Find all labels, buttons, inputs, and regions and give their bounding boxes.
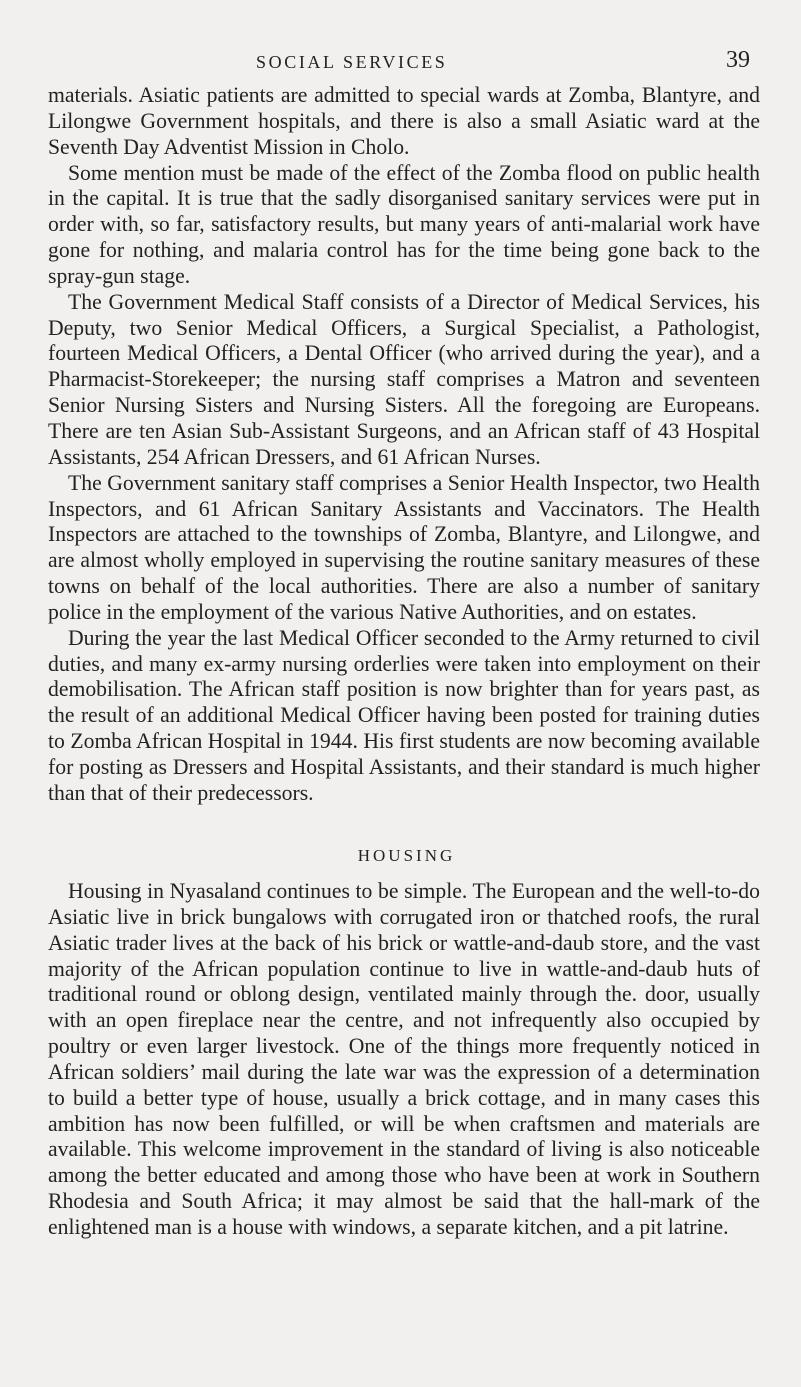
section-heading-housing: HOUSING	[357, 846, 456, 865]
housing-text	[48, 879, 760, 1241]
paragraph-housing: Housing in Nyasaland continues to be simple. The European and the well-to-do Asiatic live in brick bungalows with corrugated iron or thatched roofs, the rural Asiatic trader lives at the back of his brick or wattle-and-daub store, and the vast majority of the African population continue to live in wattle-and-daub huts of traditional round or oblong design, ventilated mainly through the. door, usually with an open fireplace near the centre, and not infrequently also occupied by poultry or even larger livestock. One of the things more frequently noticed in African soldiers’ mail during the late war was the expression of a determination to build a better type of house, usually a brick cottage, and in many cases this ambition has now been fulfilled, or will be when craftsmen and materials are available. This welcome improvement in the standard of living is also noticeable among the better educated and among those who have been at work in Southern Rhodesia and South Africa; it may almost be said that the hall-mark of the enlightened man is a house with windows, a separate kitchen, and a pit latrine.	[48, 879, 760, 1239]
paragraph-continuation: materials. Asiatic patients are admitted to special wards at Zomba, Blantyre, and Lilongwe Government hospitals, and there is also a small Asiatic ward at the Seventh Day Adventist Mission in Cholo.	[48, 83, 760, 159]
paragraph-sanitary-staff: The Government sanitary staff comprises a Senior Health Inspector, two Health Inspectors, and 61 African Sanitary Assistants and Vaccinators. The Health Inspectors are attached to the townships of Zomba, Blantyre, and Lilongwe, and are almost wholly employed in supervising the routine sanitary measures of these towns on behalf of the local authorities. There are also a number of sanitary police in the employment of the various Native Authorities, and on estates.	[48, 470, 760, 624]
medical-services-text	[48, 83, 760, 807]
page-number: 39	[726, 47, 750, 73]
running-head: SOCIAL SERVICES	[256, 52, 448, 72]
paragraph-medical-staff: The Government Medical Staff consists of a Director of Medical Services, his Deputy, two Senior Medical Officers, a Surgical Specialist, a Pathologist, fourteen Medical Officers, a Dental Officer (who arrived during the year), and a Pharmacist-Storekeeper; the nursing staff comprises a Matron and seventeen Senior Nursing Sisters and Nursing Sisters. All the foregoing are Europeans. There are ten Asian Sub-Assistant Surgeons, and an African staff of 43 Hospital Assistants, 254 African Dressers, and 61 African Nurses.	[48, 289, 760, 469]
paragraph-zomba-flood: Some mention must be made of the effect of the Zomba flood on public health in the capital. It is true that the sadly disorganised sanitary services were put in order with, so far, satisfactory results, but many years of anti-malarial work have gone for nothing, and malaria control has for the time being gone back to the spray-gun stage.	[48, 160, 760, 288]
paragraph-army-return: During the year the last Medical Officer seconded to the Army returned to civil duties, and many ex-army nursing orderlies were taken into employment on their demobilisation. The African staff position is now brighter than for years past, as the result of an additional Medical Officer having been posted for training duties to Zomba African Hospital in 1944. His first students are now becoming available for posting as Dressers and Hospital Assistants, and their standard is much higher than that of their predecessors.	[48, 625, 760, 805]
